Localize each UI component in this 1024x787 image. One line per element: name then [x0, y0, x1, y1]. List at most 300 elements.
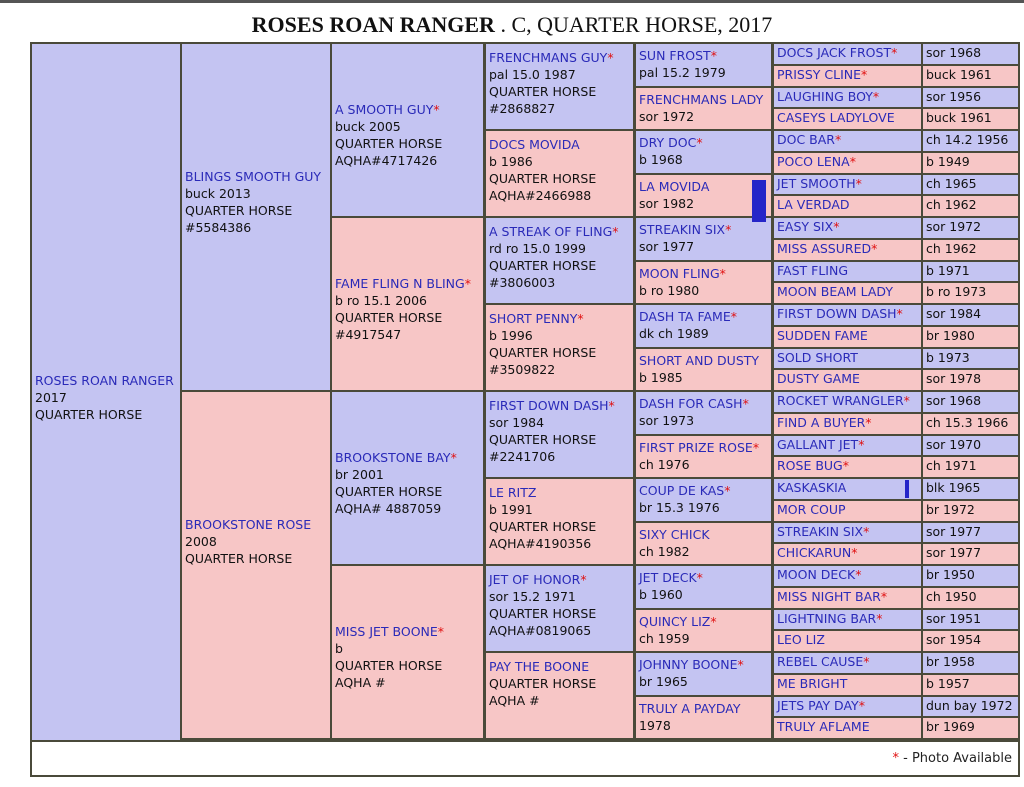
gen6-info-cell	[923, 349, 1018, 369]
horse-name-line	[777, 88, 918, 106]
gen4-cell-sire	[486, 566, 633, 651]
top-border	[0, 0, 1024, 3]
horse-name-line	[777, 327, 918, 345]
gen6-name-cell	[774, 392, 921, 412]
horse-detail-line: b 1968	[639, 152, 683, 167]
horse-detail-line: sor 1972	[639, 108, 695, 124]
gen5-cell-dam	[636, 610, 771, 652]
gen3-cell-dam	[332, 566, 483, 738]
horse-name-link[interactable]: POCO LENA	[777, 153, 850, 169]
horse-name-link[interactable]: A STREAK OF FLING	[489, 224, 613, 239]
gen6-name-cell	[774, 305, 921, 325]
gen6-info-cell	[923, 501, 1018, 521]
gen6-info-cell	[923, 588, 1018, 608]
gen5-cell-sire	[636, 131, 771, 173]
horse-detail-line: QUARTER HORSE	[335, 136, 443, 151]
photo-available-marker: *	[849, 153, 856, 169]
horse-name-link[interactable]: STREAKIN SIX	[639, 222, 726, 237]
gen6-name-cell	[774, 240, 921, 260]
horse-name-link[interactable]: CHICKARUN	[777, 545, 852, 561]
horse-detail-line: ch 1982	[639, 543, 690, 559]
gen4-cell-dam	[486, 479, 633, 564]
photo-available-marker: *	[872, 88, 880, 104]
gen6-info-cell	[923, 457, 1018, 477]
horse-name-line	[777, 544, 918, 562]
horse-name-line	[777, 175, 918, 193]
photo-indicator-bar	[752, 180, 766, 222]
horse-detail-line: sor 1968	[926, 393, 982, 408]
gen6-info-cell	[923, 240, 1018, 260]
horse-name-link[interactable]: LAUGHING BOY	[777, 88, 873, 104]
photo-available-marker: *	[752, 439, 760, 455]
horse-name-line	[777, 566, 918, 584]
photo-indicator-bar	[905, 480, 909, 498]
horse-detail-line: b 1973	[926, 349, 970, 365]
horse-name-line	[777, 392, 918, 410]
horse-name-line	[777, 718, 918, 736]
horse-detail-line: AQHA#4190356	[489, 536, 592, 551]
horse-detail-line: QUARTER HORSE	[335, 310, 443, 325]
gen6-info-cell	[923, 610, 1018, 630]
photo-available-marker: *	[863, 523, 870, 539]
horse-name-line	[335, 101, 480, 118]
gen6-name-cell	[774, 414, 921, 434]
horse-name-link[interactable]: SIXY CHICK	[639, 526, 710, 542]
horse-name-line	[639, 395, 768, 412]
horse-name-link[interactable]: JET OF HONOR	[489, 572, 581, 587]
gen6-name-cell	[774, 501, 921, 521]
horse-detail-line: AQHA# 4887059	[335, 501, 442, 516]
title-details: . C, QUARTER HORSE, 2017	[494, 12, 773, 37]
horse-name-title: ROSES ROAN RANGER	[251, 12, 495, 37]
gen6-info-cell	[923, 697, 1018, 717]
horse-detail-line: sor 1972	[926, 219, 982, 234]
photo-available-marker: *	[833, 219, 840, 234]
horse-name-link[interactable]: PAY THE BOONE	[489, 659, 590, 674]
horse-detail-line: b ro 15.1 2006	[335, 293, 428, 308]
gen3-cell-dam	[332, 218, 483, 390]
gen6-name-cell	[774, 262, 921, 282]
horse-name-line	[185, 168, 327, 185]
horse-name-link[interactable]: MOON FLING	[639, 265, 720, 281]
gen5-cell-sire	[636, 305, 771, 347]
horse-detail-line: sor 1954	[926, 632, 982, 648]
horse-detail-line: AQHA#2466988	[489, 188, 592, 203]
gen4-cell-dam	[486, 653, 633, 738]
horse-name-line	[639, 308, 768, 325]
gen3-cell-sire	[332, 392, 483, 564]
horse-name-line	[639, 656, 768, 673]
horse-name-link[interactable]: PRISSY CLINE	[777, 66, 862, 82]
gen6-name-cell	[774, 631, 921, 651]
horse-detail-line: br 1965	[639, 674, 688, 689]
photo-available-marker: *	[871, 240, 878, 256]
gen6-info-cell	[923, 153, 1018, 173]
horse-detail-line: br 15.3 1976	[639, 500, 720, 515]
horse-detail-line: buck 2013	[185, 186, 251, 201]
gen4-cell-sire	[486, 392, 633, 477]
gen5-cell-dam	[636, 523, 771, 565]
photo-available-marker: *	[858, 697, 865, 713]
horse-name-link[interactable]: CASEYS LADYLOVE	[777, 110, 895, 126]
gen6-name-cell	[774, 479, 921, 499]
gen6-info-cell	[923, 327, 1018, 347]
horse-detail-line: ch 1965	[926, 175, 977, 191]
horse-name-link[interactable]: BLINGS SMOOTH GUY	[185, 169, 322, 184]
horse-name-link[interactable]: FAST FLING	[777, 262, 849, 278]
horse-detail-line: sor 1977	[926, 545, 982, 561]
gen6-name-cell	[774, 283, 921, 303]
horse-detail-line: sor 1982	[639, 195, 695, 211]
gen6-name-cell	[774, 523, 921, 543]
gen6-info-cell	[923, 566, 1018, 586]
horse-detail-line: QUARTER HORSE	[35, 407, 143, 422]
horse-name-line	[777, 610, 918, 628]
horse-name-link[interactable]: DOCS MOVIDA	[489, 137, 580, 152]
gen6-info-cell	[923, 131, 1018, 151]
horse-name-link[interactable]: LEO LIZ	[777, 632, 825, 648]
horse-name-line	[777, 414, 918, 432]
horse-name-line	[489, 658, 630, 675]
horse-detail-line: br 1972	[926, 501, 975, 517]
horse-name-line	[489, 49, 630, 66]
horse-detail-line: pal 15.0 1987	[489, 67, 576, 82]
gen6-name-cell	[774, 697, 921, 717]
photo-available-marker: *	[719, 265, 726, 281]
horse-detail-line: #3509822	[489, 362, 556, 377]
horse-name-line	[639, 439, 768, 456]
gen6-name-cell	[774, 218, 921, 238]
horse-name-link[interactable]: DASH TA FAME	[639, 309, 731, 324]
horse-name-line	[777, 153, 918, 171]
horse-name-link[interactable]: JET DECK	[639, 570, 697, 585]
photo-available-marker: *	[892, 751, 899, 766]
horse-name-link[interactable]: LIGHTNING BAR	[777, 610, 877, 626]
horse-detail-line: QUARTER HORSE	[335, 658, 443, 673]
horse-detail-line: #2241706	[489, 449, 556, 464]
horse-name-link[interactable]: TRULY A PAYDAY	[639, 700, 741, 716]
horse-detail-line: #5584386	[185, 220, 252, 235]
horse-detail-line: b 1986	[489, 154, 533, 169]
horse-name-line	[639, 700, 768, 717]
horse-name-link[interactable]: DOC BAR	[777, 132, 835, 147]
horse-detail-line: b 1949	[926, 153, 970, 169]
gen6-info-cell	[923, 523, 1018, 543]
gen5-cell-dam	[636, 88, 771, 130]
horse-detail-line: br 2001	[335, 467, 384, 482]
horse-name-line	[777, 479, 918, 497]
photo-available-marker: *	[464, 276, 471, 291]
horse-name-link[interactable]: LA MOVIDA	[639, 178, 710, 194]
horse-name-link[interactable]: DRY DOC	[639, 135, 697, 150]
horse-detail-line: sor 1973	[639, 413, 695, 428]
gen6-name-cell	[774, 66, 921, 86]
horse-name-link[interactable]: SOLD SHORT	[777, 349, 858, 365]
horse-name-link[interactable]: SHORT PENNY	[489, 311, 578, 326]
horse-name-link[interactable]: MISS NIGHT BAR	[777, 588, 881, 604]
horse-detail-line: dk ch 1989	[639, 326, 709, 341]
gen5-cell-sire	[636, 479, 771, 521]
horse-detail-line: br 1980	[926, 327, 975, 343]
gen6-info-cell	[923, 718, 1018, 738]
horse-name-line	[639, 613, 768, 630]
gen6-info-cell	[923, 675, 1018, 695]
horse-name-line	[185, 516, 327, 533]
gen6-name-cell	[774, 544, 921, 564]
horse-detail-line: QUARTER HORSE	[335, 484, 443, 499]
horse-name-link[interactable]: BROOKSTONE ROSE	[185, 517, 312, 532]
horse-name-line	[639, 482, 768, 499]
horse-name-link[interactable]: ME BRIGHT	[777, 675, 848, 691]
horse-detail-line: dun bay 1972	[926, 697, 1013, 713]
photo-available-marker: *	[880, 588, 888, 604]
gen6-name-cell	[774, 675, 921, 695]
horse-name-link[interactable]: QUINCY LIZ	[639, 613, 711, 629]
horse-name-line	[777, 501, 918, 519]
horse-name-link[interactable]: JET SMOOTH	[777, 175, 856, 191]
horse-name-link[interactable]: SUDDEN FAME	[777, 327, 868, 343]
horse-name-line	[639, 569, 768, 586]
gen5-cell-dam	[636, 349, 771, 391]
horse-detail-line: #3806003	[489, 275, 556, 290]
horse-name-link[interactable]: DASH FOR CASH	[639, 396, 743, 411]
photo-available-marker: *	[696, 135, 703, 150]
horse-name-link[interactable]: MOON BEAM LADY	[777, 284, 893, 300]
gen6-name-cell	[774, 88, 921, 108]
photo-available-marker: *	[437, 624, 445, 639]
horse-detail-line: b 1957	[926, 675, 970, 691]
horse-detail-line: QUARTER HORSE	[185, 203, 293, 218]
photo-available-marker: *	[865, 414, 872, 430]
gen5-cell-sire	[636, 44, 771, 86]
gen6-info-cell	[923, 653, 1018, 673]
horse-detail-line: AQHA #	[489, 693, 540, 708]
gen4-cell-sire	[486, 44, 633, 129]
photo-available-marker: *	[450, 450, 457, 465]
gen5-cell-sire	[636, 566, 771, 608]
horse-detail-line: buck 2005	[335, 119, 401, 134]
horse-name-link[interactable]: FIND A BUYER	[777, 414, 866, 430]
horse-name-link[interactable]: SHORT AND DUSTY	[639, 352, 760, 368]
horse-detail-line: QUARTER HORSE	[489, 432, 597, 447]
horse-name-line	[777, 370, 918, 388]
horse-name-line	[489, 571, 630, 588]
gen4-cell-sire	[486, 218, 633, 303]
horse-detail-line: 1978	[639, 717, 671, 733]
photo-available-marker: *	[608, 398, 615, 413]
gen6-info-cell	[923, 283, 1018, 303]
gen6-info-cell	[923, 436, 1018, 456]
horse-name-link[interactable]: ROCKET WRANGLER	[777, 393, 904, 408]
gen6-info-cell	[923, 44, 1018, 64]
horse-name-link[interactable]: ROSES ROAN RANGER	[35, 373, 174, 388]
horse-detail-line: br 1969	[926, 719, 975, 735]
horse-name-line	[639, 91, 768, 108]
horse-detail-line: QUARTER HORSE	[185, 551, 293, 566]
horse-name-link[interactable]: MOON DECK	[777, 567, 856, 582]
photo-available-marker: *	[858, 436, 865, 452]
horse-name-line	[777, 196, 918, 214]
horse-detail-line: AQHA#0819065	[489, 623, 592, 638]
horse-detail-line: br 1950	[926, 567, 975, 582]
horse-name-line	[639, 221, 768, 238]
photo-available-marker: *	[724, 483, 731, 498]
horse-name-link[interactable]: FRENCHMANS GUY	[489, 50, 608, 65]
horse-detail-line: sor 1977	[926, 523, 982, 539]
horse-name-link[interactable]: EASY SIX	[777, 219, 834, 234]
gen5-cell-dam	[636, 436, 771, 478]
horse-name-link[interactable]: FRENCHMANS LADY	[639, 91, 764, 107]
gen6-name-cell	[774, 153, 921, 173]
photo-available-marker: *	[742, 396, 749, 411]
photo-available-marker: *	[876, 610, 883, 626]
horse-name-link[interactable]: GALLANT JET	[777, 436, 859, 452]
horse-name-link[interactable]: FIRST DOWN DASH	[777, 306, 897, 321]
horse-name-line	[639, 265, 768, 282]
horse-name-line	[335, 275, 480, 292]
gen6-info-cell	[923, 631, 1018, 651]
horse-name-link[interactable]: MOR COUP	[777, 501, 846, 517]
horse-name-link[interactable]: COUP DE KAS	[639, 483, 725, 498]
horse-name-link[interactable]: REBEL CAUSE	[777, 654, 864, 669]
horse-name-link[interactable]: FIRST PRIZE ROSE	[639, 439, 753, 455]
horse-detail-line: sor 1970	[926, 436, 982, 452]
gen6-info-cell	[923, 88, 1018, 108]
horse-detail-line: ch 1971	[926, 458, 977, 474]
horse-name-line	[777, 305, 918, 323]
horse-name-link[interactable]: MISS JET BOONE	[335, 624, 438, 639]
horse-name-link[interactable]: TRULY AFLAME	[777, 719, 870, 735]
horse-detail-line: sor 1984	[926, 306, 982, 321]
gen2-cell-sire	[182, 44, 330, 390]
horse-detail-line: QUARTER HORSE	[489, 258, 597, 273]
photo-available-marker: *	[577, 311, 584, 326]
horse-name-line	[335, 449, 480, 466]
page-title	[0, 12, 1024, 38]
horse-name-line	[489, 397, 630, 414]
horse-detail-line: QUARTER HORSE	[489, 84, 597, 99]
gen6-info-cell	[923, 392, 1018, 412]
horse-name-link[interactable]: SUN FROST	[639, 48, 711, 63]
gen6-info-cell	[923, 479, 1018, 499]
photo-available-marker: *	[861, 66, 868, 82]
horse-name-line	[489, 136, 630, 153]
horse-name-line	[489, 484, 630, 501]
gen6-name-cell	[774, 109, 921, 129]
horse-detail-line: blk 1965	[926, 480, 981, 495]
horse-detail-line: b 1985	[639, 369, 683, 385]
horse-name-link[interactable]: A SMOOTH GUY	[335, 102, 434, 117]
photo-available-marker: *	[737, 657, 744, 672]
gen6-name-cell	[774, 131, 921, 151]
horse-name-link[interactable]: JETS PAY DAY	[777, 697, 859, 713]
horse-name-link[interactable]: FIRST DOWN DASH	[489, 398, 609, 413]
horse-name-line	[639, 134, 768, 151]
gen6-info-cell	[923, 305, 1018, 325]
horse-detail-line: b 1960	[639, 587, 683, 602]
horse-name-line	[489, 310, 630, 327]
gen5-cell-dam	[636, 697, 771, 739]
gen6-info-cell	[923, 196, 1018, 216]
horse-name-line	[639, 526, 768, 543]
horse-detail-line: sor 1978	[926, 371, 982, 387]
gen6-name-cell	[774, 196, 921, 216]
horse-name-line	[777, 283, 918, 301]
photo-available-marker: *	[710, 48, 717, 63]
photo-available-marker: *	[730, 309, 737, 324]
horse-detail-line: sor 15.2 1971	[489, 589, 576, 604]
horse-detail-line: #4917547	[335, 327, 402, 342]
pedigree-chart	[30, 42, 1020, 777]
horse-name-line	[777, 66, 918, 84]
horse-name-link[interactable]: ROSE BUG	[777, 458, 843, 474]
horse-name-link[interactable]: LE RITZ	[489, 485, 537, 500]
gen5-cell-sire	[636, 218, 771, 260]
gen6-name-cell	[774, 349, 921, 369]
horse-name-line	[777, 631, 918, 649]
horse-name-line	[777, 523, 918, 541]
photo-available-marker: *	[696, 570, 703, 585]
horse-detail-line: sor 1984	[489, 415, 545, 430]
horse-detail-line: b 1996	[489, 328, 533, 343]
horse-detail-line: AQHA#4717426	[335, 153, 438, 168]
horse-detail-line: buck 1961	[926, 110, 992, 126]
horse-name-line	[777, 653, 918, 671]
gen6-name-cell	[774, 327, 921, 347]
horse-name-link[interactable]: MISS ASSURED	[777, 240, 872, 256]
photo-available-marker: *	[855, 175, 862, 191]
gen6-name-cell	[774, 566, 921, 586]
gen6-info-cell	[923, 370, 1018, 390]
horse-name-link[interactable]: KASKASKIA	[777, 480, 847, 495]
horse-detail-line: ch 1962	[926, 240, 977, 256]
horse-name-link[interactable]: LA VERDAD	[777, 197, 850, 213]
horse-detail-line: QUARTER HORSE	[489, 171, 597, 186]
gen6-info-cell	[923, 175, 1018, 195]
horse-detail-line: QUARTER HORSE	[489, 606, 597, 621]
gen6-name-cell	[774, 718, 921, 738]
gen6-name-cell	[774, 436, 921, 456]
horse-detail-line: b ro 1980	[639, 282, 700, 298]
gen3-cell-sire	[332, 44, 483, 216]
gen5-cell-sire	[636, 392, 771, 434]
gen2-cell-dam	[182, 392, 330, 738]
horse-name-link[interactable]: FAME FLING N BLING	[335, 276, 465, 291]
horse-name-line	[777, 131, 918, 149]
gen6-info-cell	[923, 218, 1018, 238]
horse-name-line	[777, 588, 918, 606]
subject-horse-cell	[32, 44, 180, 740]
photo-available-marker: *	[725, 222, 732, 237]
horse-name-link[interactable]: DOCS JACK FROST	[777, 45, 892, 60]
horse-name-link[interactable]: BROOKSTONE BAY	[335, 450, 451, 465]
horse-name-link[interactable]: JOHNNY BOONE	[639, 657, 738, 672]
photo-available-marker: *	[896, 306, 903, 321]
horse-detail-line: sor 1968	[926, 45, 982, 60]
horse-detail-line: QUARTER HORSE	[489, 519, 597, 534]
horse-name-line	[335, 623, 480, 640]
horse-detail-line: b 1991	[489, 502, 533, 517]
horse-detail-line: b 1971	[926, 262, 970, 278]
photo-available-marker: *	[580, 572, 587, 587]
horse-name-link[interactable]: DUSTY GAME	[777, 371, 860, 387]
photo-available-marker: *	[903, 393, 910, 408]
horse-detail-line: br 1958	[926, 654, 975, 669]
horse-detail-line: pal 15.2 1979	[639, 65, 726, 80]
horse-name-line	[639, 47, 768, 64]
horse-detail-line: sor 1951	[926, 610, 982, 626]
horse-name-link[interactable]: STREAKIN SIX	[777, 523, 864, 539]
